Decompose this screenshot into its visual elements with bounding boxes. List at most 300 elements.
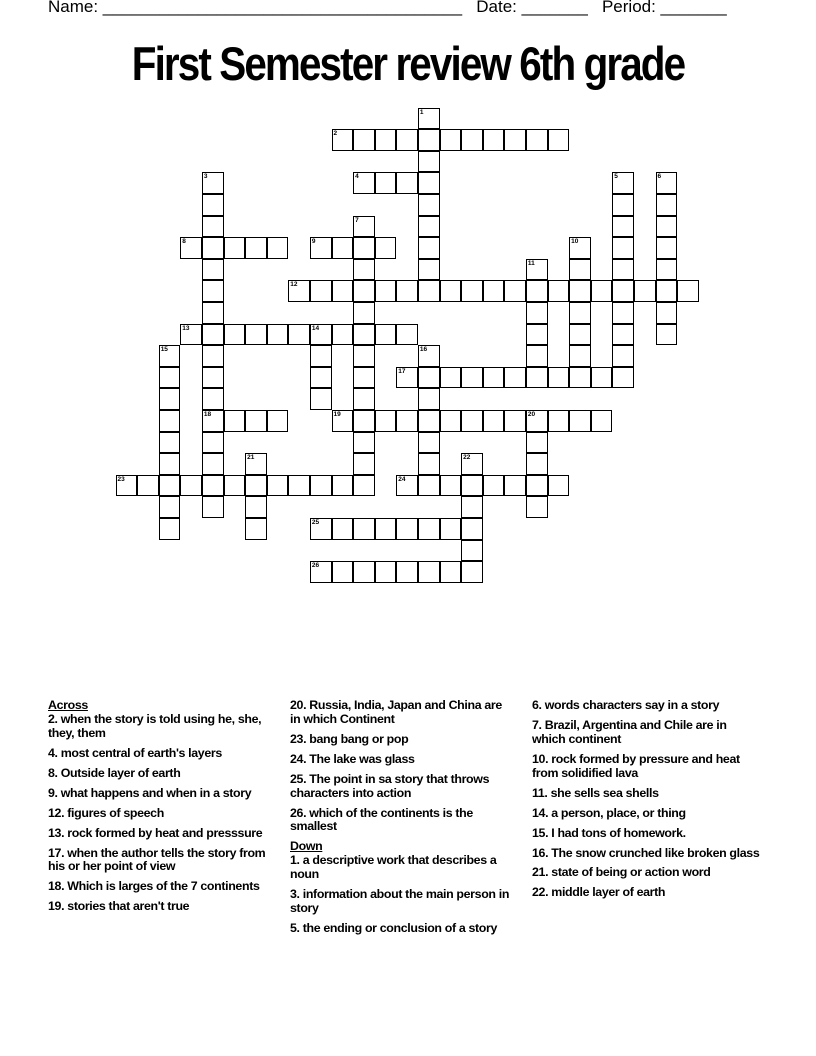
clue-item (290, 773, 512, 801)
crossword-cell[interactable] (461, 540, 483, 562)
crossword-cell[interactable] (245, 410, 267, 432)
clue-item (290, 753, 512, 767)
crossword-cell[interactable] (353, 432, 375, 454)
crossword-cell[interactable] (310, 561, 332, 583)
crossword-cell[interactable] (612, 237, 634, 259)
clue-item (290, 854, 512, 882)
name-field[interactable]: Name: ______________________________________ (48, 0, 463, 16)
clues-column-2 (290, 699, 512, 942)
crossword-cell[interactable] (656, 172, 678, 194)
crossword-cell[interactable] (548, 280, 570, 302)
clue-number: 18 (203, 410, 212, 418)
clue-number: 3 (203, 173, 208, 181)
clue-item-number: 20. (290, 698, 307, 712)
crossword-cell[interactable] (396, 280, 418, 302)
clue-item (290, 807, 512, 835)
crossword-cell[interactable] (159, 345, 181, 367)
clue-item (290, 888, 512, 916)
crossword-cell[interactable] (353, 280, 375, 302)
crossword-cell[interactable] (159, 367, 181, 389)
clue-item-number: 6. (532, 698, 542, 712)
clue-item (532, 699, 762, 713)
crossword-cell[interactable] (353, 216, 375, 238)
crossword-cell[interactable] (656, 216, 678, 238)
crossword-cell[interactable] (202, 410, 224, 432)
clue-item-number: 2. (48, 711, 58, 726)
clue-number: 11 (527, 259, 535, 267)
clue-item-number: 25. (290, 771, 307, 786)
clue-item-number: 21. (532, 865, 549, 880)
crossword-cell[interactable] (461, 561, 483, 583)
crossword-cell[interactable] (353, 129, 375, 151)
crossword-cell[interactable] (375, 172, 397, 194)
clue-number: 19 (333, 410, 341, 418)
clue-item (48, 900, 270, 914)
crossword-cell[interactable] (267, 410, 289, 432)
crossword-cell[interactable] (548, 129, 570, 151)
crossword-cell[interactable] (483, 367, 505, 389)
crossword-cell[interactable] (461, 280, 483, 302)
crossword-cell[interactable] (461, 496, 483, 518)
clue-item-number: 24. (290, 751, 307, 766)
crossword-cell[interactable] (310, 280, 332, 302)
crossword-cell[interactable] (656, 194, 678, 216)
crossword-cell[interactable] (353, 561, 375, 583)
clue-item (48, 747, 270, 761)
crossword-cell[interactable] (159, 496, 181, 518)
clues-column-3 (532, 699, 762, 906)
crossword-cell[interactable] (526, 410, 548, 432)
crossword-cell[interactable] (440, 367, 462, 389)
crossword-cell[interactable] (245, 518, 267, 540)
crossword-cell[interactable] (245, 453, 267, 475)
crossword-cell[interactable] (612, 345, 634, 367)
clue-item (532, 787, 762, 801)
crossword-cell[interactable] (202, 367, 224, 389)
crossword-cell[interactable] (461, 518, 483, 540)
clue-item-text: Brazil, Argentina and Chile are in which continent (532, 717, 727, 746)
clue-item-number: 13. (48, 825, 65, 840)
crossword-cell[interactable] (159, 432, 181, 454)
clue-item-text: stories that aren't true (64, 899, 190, 914)
crossword-cell[interactable] (418, 280, 440, 302)
clue-number: 8 (182, 238, 186, 246)
crossword-cell[interactable] (548, 475, 570, 497)
crossword-cell[interactable] (504, 410, 526, 432)
crossword-cell[interactable] (310, 518, 332, 540)
crossword-cell[interactable] (591, 280, 613, 302)
clue-number: 4 (355, 173, 359, 181)
crossword-cell[interactable] (116, 475, 138, 497)
crossword-cell[interactable] (656, 259, 678, 281)
clue-item-text: the ending or conclusion of a story (299, 920, 498, 935)
crossword-cell[interactable] (310, 367, 332, 389)
clue-number: 17 (398, 367, 406, 375)
crossword-cell[interactable] (440, 561, 462, 583)
clue-item-text: bang bang or pop (306, 731, 409, 746)
crossword-cell[interactable] (375, 561, 397, 583)
clue-item (532, 847, 762, 861)
crossword-cell[interactable] (396, 324, 418, 346)
crossword-cell[interactable] (159, 518, 181, 540)
crossword-cell[interactable] (396, 475, 418, 497)
clue-item (48, 827, 270, 841)
crossword-cell[interactable] (612, 367, 634, 389)
crossword-cell[interactable] (202, 475, 224, 497)
crossword-cell[interactable] (526, 345, 548, 367)
clue-item-number: 19. (48, 899, 65, 914)
crossword-cell[interactable] (569, 280, 591, 302)
clue-number: 2 (333, 130, 338, 138)
crossword-cell[interactable] (526, 453, 548, 475)
clue-item-text: The lake was glass (306, 751, 415, 766)
crossword-cell[interactable] (526, 324, 548, 346)
clue-item (48, 880, 270, 894)
crossword-cell[interactable] (440, 410, 462, 432)
crossword-cell[interactable] (288, 324, 310, 346)
clue-item-text: state of being or action word (548, 865, 711, 880)
clue-item (290, 922, 512, 936)
crossword-cell[interactable] (504, 475, 526, 497)
clue-item-text: most central of earth's layers (57, 745, 222, 760)
crossword-cell[interactable] (332, 324, 354, 346)
crossword-cell[interactable] (569, 345, 591, 367)
clue-item-number: 14. (532, 805, 549, 820)
crossword-cell[interactable] (418, 237, 440, 259)
clue-item-text: information about the main person in story (290, 886, 510, 915)
clue-item-number: 16. (532, 845, 549, 860)
clues-column-1 (48, 699, 270, 920)
clue-item (48, 787, 270, 801)
crossword-cell[interactable] (202, 496, 224, 518)
crossword-cell[interactable] (245, 496, 267, 518)
crossword-cell[interactable] (353, 453, 375, 475)
clue-number: 25 (311, 518, 320, 526)
crossword-cell[interactable] (332, 410, 354, 432)
crossword-cell[interactable] (310, 475, 332, 497)
crossword-cell[interactable] (612, 216, 634, 238)
clue-number: 7 (355, 216, 359, 224)
clue-number: 10 (571, 238, 579, 246)
crossword-cell[interactable] (569, 259, 591, 281)
crossword-cell[interactable] (137, 475, 159, 497)
crossword-cell[interactable] (353, 345, 375, 367)
crossword-cell[interactable] (202, 388, 224, 410)
crossword-cell[interactable] (612, 259, 634, 281)
crossword-cell[interactable] (375, 324, 397, 346)
crossword-cell[interactable] (677, 280, 699, 302)
crossword-cell[interactable] (612, 280, 634, 302)
crossword-cell[interactable] (418, 518, 440, 540)
crossword-cell[interactable] (224, 324, 246, 346)
period-field[interactable]: Period: _______ (601, 0, 727, 16)
clue-item (48, 807, 270, 821)
crossword-cell[interactable] (202, 216, 224, 238)
crossword-cell[interactable] (396, 172, 418, 194)
clue-item (532, 866, 762, 880)
crossword-cell[interactable] (440, 129, 462, 151)
crossword-cell[interactable] (375, 129, 397, 151)
crossword-cell[interactable] (483, 280, 505, 302)
clue-number: 23 (117, 475, 125, 483)
crossword-cell[interactable] (310, 237, 332, 259)
clue-item-number: 18. (48, 879, 65, 894)
crossword-cell[interactable] (353, 259, 375, 281)
clue-item-number: 12. (48, 805, 65, 820)
clue-item-number: 15. (532, 825, 549, 840)
crossword-cell[interactable] (353, 302, 375, 324)
clue-number: 26 (311, 562, 320, 570)
crossword-cell[interactable] (526, 302, 548, 324)
crossword-cell[interactable] (396, 561, 418, 583)
crossword-cell[interactable] (288, 280, 310, 302)
crossword-cell[interactable] (353, 172, 375, 194)
crossword-cell[interactable] (504, 280, 526, 302)
clue-item-number: 1. (290, 853, 300, 868)
clue-item-number: 22. (532, 885, 549, 900)
crossword-cell[interactable] (180, 324, 202, 346)
crossword-cell[interactable] (418, 129, 440, 151)
crossword-cell[interactable] (418, 410, 440, 432)
crossword-cell[interactable] (332, 475, 354, 497)
clue-item-number: 9. (48, 785, 58, 800)
clue-item-number: 5. (290, 920, 300, 935)
crossword-cell[interactable] (418, 259, 440, 281)
crossword-cell[interactable] (159, 410, 181, 432)
clue-item-text: The point in sa story that throws characters into action (290, 771, 490, 800)
crossword-cell[interactable] (202, 280, 224, 302)
crossword-cell[interactable] (202, 453, 224, 475)
clue-item-number: 10. (532, 751, 549, 766)
crossword-cell[interactable] (526, 367, 548, 389)
crossword-cell[interactable] (418, 345, 440, 367)
clue-item-text: figures of speech (64, 805, 164, 820)
crossword-cell[interactable] (375, 518, 397, 540)
clue-number: 6 (657, 173, 662, 181)
crossword-cell[interactable] (440, 280, 462, 302)
clue-item-text: when the author tells the story from his or her point of view (48, 845, 266, 874)
clue-item-number: 3. (290, 886, 300, 901)
down-heading: Down (290, 839, 323, 854)
clue-item-number: 26. (290, 805, 307, 820)
crossword-cell[interactable] (245, 475, 267, 497)
crossword-cell[interactable] (526, 129, 548, 151)
crossword-cell[interactable] (461, 129, 483, 151)
date-field[interactable]: Date: _______ (476, 0, 588, 16)
clue-item (48, 847, 270, 875)
crossword-cell[interactable] (245, 324, 267, 346)
crossword-cell[interactable] (332, 280, 354, 302)
crossword-cell[interactable] (224, 475, 246, 497)
crossword-cell[interactable] (548, 410, 570, 432)
clue-item-text: Which is larges of the 7 continents (64, 879, 260, 894)
crossword-cell[interactable] (202, 259, 224, 281)
clue-number: 14 (311, 324, 320, 332)
clue-item-text: a person, place, or thing (548, 805, 686, 820)
clue-item-number: 4. (48, 745, 58, 760)
crossword-cell[interactable] (180, 475, 202, 497)
clue-item-number: 23. (290, 731, 307, 746)
crossword-cell[interactable] (202, 302, 224, 324)
crossword-cell[interactable] (526, 496, 548, 518)
crossword-cell[interactable] (159, 453, 181, 475)
crossword-cell[interactable] (202, 194, 224, 216)
crossword-cell[interactable] (569, 367, 591, 389)
crossword-cell[interactable] (267, 237, 289, 259)
clue-item-text: rock formed by heat and presssure (64, 825, 263, 840)
crossword-cell[interactable] (634, 280, 656, 302)
crossword-cell[interactable] (310, 345, 332, 367)
crossword-cell[interactable] (396, 129, 418, 151)
clue-item-number: 17. (48, 845, 65, 860)
crossword-cell[interactable] (526, 475, 548, 497)
crossword-cell[interactable] (353, 388, 375, 410)
crossword-cell[interactable] (418, 432, 440, 454)
crossword-cell[interactable] (418, 561, 440, 583)
crossword-cell[interactable] (332, 518, 354, 540)
crossword-cell[interactable] (202, 172, 224, 194)
crossword-cell[interactable] (418, 216, 440, 238)
clue-number: 24 (398, 475, 406, 483)
crossword-cell[interactable] (375, 410, 397, 432)
crossword-cell[interactable] (591, 367, 613, 389)
crossword-cell[interactable] (504, 367, 526, 389)
crossword-cell[interactable] (418, 108, 440, 130)
crossword-cell[interactable] (310, 388, 332, 410)
crossword-cell[interactable] (418, 367, 440, 389)
clue-item (532, 719, 762, 747)
crossword-cell[interactable] (461, 453, 483, 475)
across-heading: Across (48, 698, 88, 712)
crossword-cell[interactable] (418, 151, 440, 173)
crossword-cell[interactable] (461, 367, 483, 389)
crossword-cell[interactable] (353, 237, 375, 259)
crossword-cell[interactable] (569, 302, 591, 324)
crossword-cell[interactable] (504, 129, 526, 151)
crossword-cell[interactable] (159, 388, 181, 410)
crossword-cell[interactable] (396, 410, 418, 432)
crossword-cell[interactable] (483, 410, 505, 432)
crossword-cell[interactable] (288, 475, 310, 497)
crossword-cell[interactable] (656, 280, 678, 302)
crossword-cell[interactable] (353, 475, 375, 497)
crossword-cell[interactable] (612, 302, 634, 324)
clue-item-text: The snow crunched like broken glass (548, 845, 760, 860)
clue-item-text: what happens and when in a story (57, 785, 252, 800)
crossword-cell[interactable] (656, 237, 678, 259)
clue-item-number: 11. (532, 785, 548, 800)
crossword-cell[interactable] (526, 259, 548, 281)
crossword-cell[interactable] (224, 410, 246, 432)
crossword-cell[interactable] (245, 237, 267, 259)
crossword-cell[interactable] (159, 475, 181, 497)
crossword-cell[interactable] (526, 280, 548, 302)
clue-item (48, 713, 270, 741)
crossword-cell[interactable] (267, 324, 289, 346)
crossword-cell[interactable] (310, 324, 332, 346)
crossword-cell[interactable] (483, 475, 505, 497)
crossword-cell[interactable] (332, 561, 354, 583)
clue-item-number: 7. (532, 717, 542, 732)
crossword-cell[interactable] (548, 367, 570, 389)
clue-item-text: words characters say in a story (541, 698, 720, 712)
crossword-cell[interactable] (375, 280, 397, 302)
clue-item-text: rock formed by pressure and heat from solidified lava (532, 751, 740, 780)
crossword-cell[interactable] (418, 172, 440, 194)
clue-number: 21 (247, 454, 255, 462)
clue-number: 13 (182, 324, 190, 332)
clue-item-number: 8. (48, 765, 58, 780)
clue-item (48, 767, 270, 781)
crossword-cell[interactable] (332, 237, 354, 259)
crossword-cell[interactable] (526, 432, 548, 454)
crossword-cell[interactable] (180, 237, 202, 259)
crossword-cell[interactable] (418, 475, 440, 497)
clue-number: 20 (527, 410, 536, 418)
clue-number: 9 (311, 238, 316, 246)
clue-item (290, 699, 512, 727)
crossword-cell[interactable] (612, 172, 634, 194)
crossword-cell[interactable] (375, 237, 397, 259)
crossword-cell[interactable] (396, 518, 418, 540)
crossword-cell[interactable] (418, 388, 440, 410)
crossword-cell[interactable] (353, 518, 375, 540)
crossword-cell[interactable] (202, 237, 224, 259)
clue-item (532, 807, 762, 821)
crossword-cell[interactable] (267, 475, 289, 497)
clue-item (532, 827, 762, 841)
crossword-cell[interactable] (396, 367, 418, 389)
crossword-cell[interactable] (202, 345, 224, 367)
clue-item (532, 886, 762, 900)
crossword-cell[interactable] (612, 194, 634, 216)
crossword-cell[interactable] (353, 410, 375, 432)
crossword-cell[interactable] (418, 194, 440, 216)
crossword-cell[interactable] (440, 518, 462, 540)
clue-item-text: a descriptive work that describes a noun (290, 853, 497, 881)
clue-item-text: she sells sea shells (547, 785, 659, 800)
crossword-cell[interactable] (353, 367, 375, 389)
clue-item-text: middle layer of earth (548, 885, 666, 900)
clue-item-text: when the story is told using he, she, they, them (48, 711, 262, 740)
clue-item-text: Russia, India, Japan and China are in which Continent (290, 698, 502, 726)
crossword-cell[interactable] (656, 302, 678, 324)
clue-item (532, 753, 762, 781)
crossword-cell[interactable] (332, 129, 354, 151)
clue-item-text: which of the continents is the smallest (290, 805, 473, 834)
crossword-cell[interactable] (483, 129, 505, 151)
crossword-cell[interactable] (569, 237, 591, 259)
crossword-cell[interactable] (461, 475, 483, 497)
crossword-cell[interactable] (569, 410, 591, 432)
crossword-cell[interactable] (569, 324, 591, 346)
clue-number: 12 (290, 281, 298, 289)
crossword-cell[interactable] (418, 453, 440, 475)
crossword-cell[interactable] (591, 410, 613, 432)
crossword-cell[interactable] (202, 432, 224, 454)
crossword-cell[interactable] (224, 237, 246, 259)
crossword-cell[interactable] (461, 410, 483, 432)
crossword-cell[interactable] (440, 475, 462, 497)
clue-number: 22 (463, 454, 471, 462)
clue-item-text: I had tons of homework. (548, 825, 686, 840)
crossword-cell[interactable] (656, 324, 678, 346)
page-title: First Semester review 6th grade (131, 37, 685, 90)
crossword-cell[interactable] (353, 324, 375, 346)
clue-number: 5 (614, 173, 618, 181)
crossword-cell[interactable] (202, 324, 224, 346)
crossword-cell[interactable] (612, 324, 634, 346)
